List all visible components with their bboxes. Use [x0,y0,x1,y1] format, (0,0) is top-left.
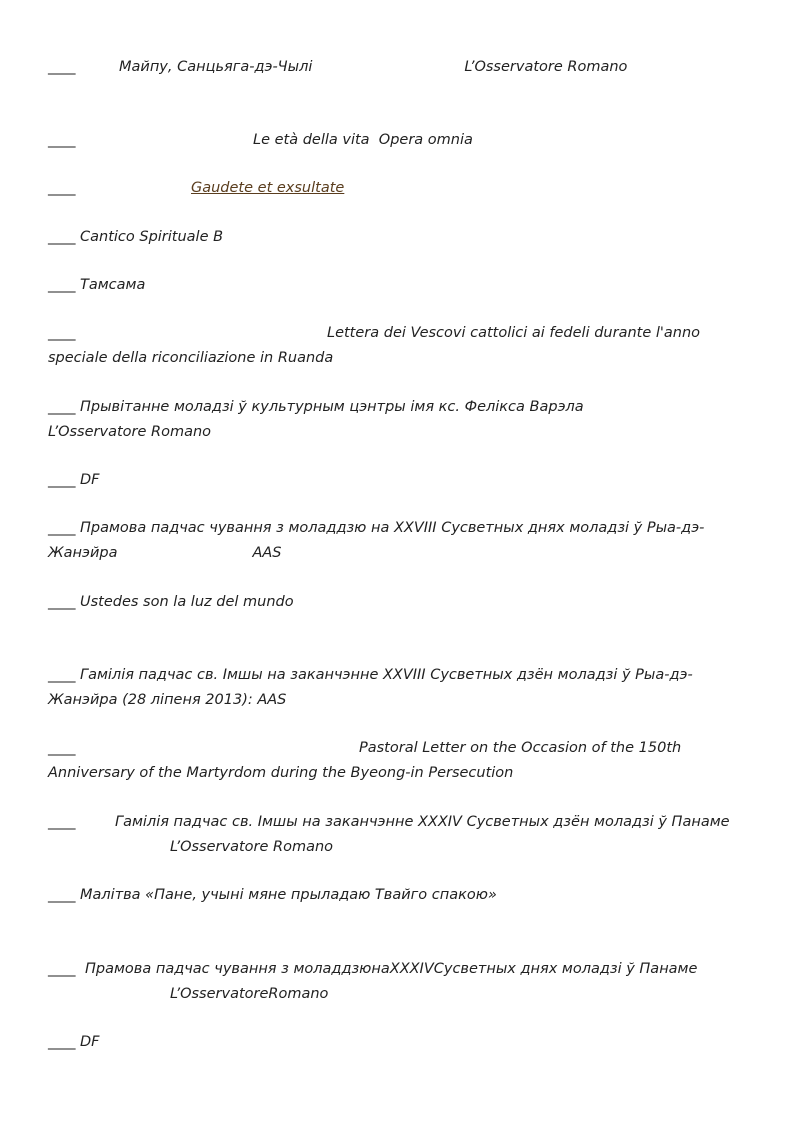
reference-entry [48,55,748,80]
reference-entry [48,1030,748,1055]
reference-text: Жанэйра [48,545,118,561]
reference-text: Прывітанне моладзі ў культурным цэнтры імя кс. Фелікса Варэла [80,399,584,415]
reference-line [48,346,748,371]
reference-text: Le età della vita Opera omnia [253,132,473,148]
reference-entry [48,957,748,1007]
reference-entry [48,468,748,493]
blank-line: ____ [48,59,75,75]
reference-line [48,761,748,786]
reference-text: Прамова падчас чування з моладдзюнаXXXIVСусветных днях моладзі ў Панаме [85,961,698,977]
reference-entry [48,516,748,566]
blank-line: ____ [48,520,75,536]
blank-line: ____ [48,887,75,903]
reference-line [48,736,748,761]
blank-line: ____ [48,180,75,196]
blank-line: ____ [48,277,75,293]
reference-text: Прамова падчас чування з моладдзю на XXVIII Сусветных днях моладзі ў Рыа-дэ- [80,520,705,536]
reference-text: Гамілія падчас св. Імшы на заканчэнне XXVIII Сусветных дзён моладзі ў Рыа-дэ- [80,667,693,683]
reference-text: Тамсама [80,277,146,293]
blank-line: ____ [48,814,75,830]
reference-line [48,688,748,713]
reference-text: Гамілія падчас св. Імшы на заканчэнне XXXIV Сусветных дзён моладзі ў Панаме [115,814,730,830]
reference-entry [48,273,748,298]
blank-line: ____ [48,399,75,415]
reference-link[interactable]: Gaudete et exsultate [191,180,345,196]
blank-line: ____ [48,472,75,488]
reference-line [48,541,748,566]
reference-line [48,420,748,445]
reference-entry [48,128,748,153]
reference-line [48,835,748,860]
reference-entry [48,225,748,250]
reference-line [48,982,748,1007]
reference-line [48,516,748,541]
reference-line [48,590,748,615]
reference-text: Малітва «Пане, учыні мяне прыладаю Твайго спакою» [80,887,497,903]
reference-entry [48,590,748,615]
blank-line: ____ [48,132,75,148]
reference-text: Майпу, Санцьяга-дэ-Чылі [119,59,313,75]
reference-text: speciale della riconciliazione in Ruanda [48,350,334,366]
reference-text: Cantico Spirituale B [80,229,224,245]
reference-text: Pastoral Letter on the Occasion of the 150th [359,740,682,756]
reference-line [48,663,748,688]
reference-line [48,468,748,493]
reference-text: AAS [252,545,282,561]
reference-text: L’Osservatore Romano [170,839,334,855]
reference-line [48,1030,748,1055]
reference-line [48,55,748,80]
reference-line [48,957,748,982]
blank-line: ____ [48,740,75,756]
reference-entry [48,736,748,786]
reference-line [48,225,748,250]
reference-line [48,810,748,835]
reference-line [48,395,748,420]
reference-text: L’Osservatore Romano [48,424,212,440]
reference-entry [48,810,748,860]
reference-entry [48,395,748,445]
reference-text: L’Osservatore Romano [464,59,628,75]
reference-text: Ustedes son la luz del mundo [80,594,294,610]
blank-line: ____ [48,325,75,341]
reference-text: Lettera dei Vescovi cattolici ai fedeli durante l'anno [327,325,701,341]
reference-text: DF [80,472,100,488]
reference-line [48,321,748,346]
blank-line: ____ [48,1034,75,1050]
reference-line [48,176,748,201]
blank-line: ____ [48,961,75,977]
reference-text: L’OsservatoreRomano [170,986,329,1002]
reference-entry [48,321,748,371]
reference-entry [48,883,748,908]
reference-line [48,128,748,153]
reference-entry [48,663,748,713]
reference-text: DF [80,1034,100,1050]
blank-line: ____ [48,667,75,683]
reference-text: Anniversary of the Martyrdom during the Byeong-in Persecution [48,765,514,781]
reference-line [48,273,748,298]
blank-line: ____ [48,594,75,610]
blank-line: ____ [48,229,75,245]
reference-entry [48,176,748,201]
reference-text: Жанэйра (28 ліпеня 2013): AAS [48,692,287,708]
reference-line [48,883,748,908]
